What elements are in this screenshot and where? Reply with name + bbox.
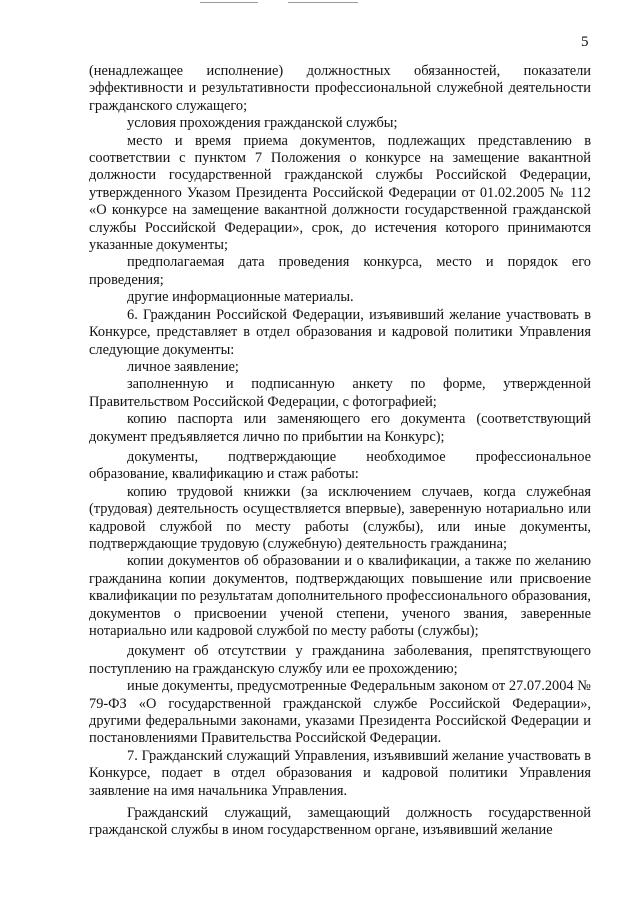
paragraph-questionnaire: заполненную и подписанную анкету по форме, утвержденной Правительством Российской Федерации, с фотографией; — [89, 376, 591, 410]
paragraph-other-documents: иные документы, предусмотренные Федеральным законом от 27.07.2004 № 79-ФЗ «О государственной гражданской службе Российской Федерации», другими федеральными законами, указами Президента Российской Федерации и постановлениями Правительства Российской Федерации. — [89, 678, 591, 747]
paragraph-health-certificate: документ об отсутствии у гражданина заболевания, препятствующего поступлению на гражданскую службу или ее прохождению; — [89, 643, 591, 677]
document-body — [89, 63, 591, 840]
scan-edge-line — [200, 2, 258, 3]
paragraph-service-conditions: условия прохождения гражданской службы; — [127, 115, 398, 132]
paragraph-document-submission: место и время приема документов, подлежащих представлению в соответствии с пунктом 7 Положения о конкурсе на замещение вакантной должности государственной гражданской службы Российской Федерации, утвержденного Указом Президента Российской Федерации от 01.02.2005 № 112 «О конкурсе на замещение вакантной должности государственной гражданской службы Российской Федерации», срок, до истечения которого принимаются указанные документы; — [89, 132, 591, 254]
paragraph-section-7: 7. Гражданский служащий Управления, изъявивший желание участвовать в Конкурсе, подает в отдел образования и кадровой политики Управления заявление на имя начальника Управления. — [89, 747, 591, 799]
paragraph-contest-date: предполагаемая дата проведения конкурса, место и порядок его проведения; — [89, 254, 591, 288]
paragraph-section-6: 6. Гражданин Российской Федерации, изъявивший желание участвовать в Конкурсе, представляет в отдел образования и кадровой политики Управления следующие документы: — [89, 306, 591, 358]
scan-edge-line — [288, 2, 358, 3]
paragraph-qualification-copies: копии документов об образовании и о квалификации, а также по желанию гражданина копии документов, подтверждающих повышение или присвоение квалификации по результатам дополнительного профессионального образования, документов о присвоении ученой степени, ученого звания, заверенные нотариально или кадровой службой по месту работы (службы); — [89, 553, 591, 639]
paragraph-passport-copy: копию паспорта или заменяющего его документа (соответствующий документ предъявляется лично по прибытии на Конкурс); — [89, 411, 591, 445]
paragraph-education-documents: документы, подтверждающие необходимое профессиональное образование, квалификацию и стаж работы: — [89, 448, 591, 483]
paragraph-employment-record: копию трудовой книжки (за исключением случаев, когда служебная (трудовая) деятельность осуществляется впервые), заверенную нотариально или кадровой службой по месту работы (службы), или иные документы, подтверждающие трудовую (служебную) деятельность гражданина; — [89, 483, 591, 552]
paragraph-personal-application: личное заявление; — [127, 358, 239, 375]
paragraph-duties-continued: (ненадлежащее исполнение) должностных обязанностей, показатели эффективности и результативности профессиональной служебной деятельности гражданского служащего; — [89, 63, 591, 114]
paragraph-other-agency-servant: Гражданский служащий, замещающий должность государственной гражданской службы в ином государственном органе, изъявивший желание — [89, 805, 591, 839]
page-number: 5 — [581, 34, 589, 50]
paragraph-other-materials: другие информационные материалы. — [127, 289, 354, 306]
